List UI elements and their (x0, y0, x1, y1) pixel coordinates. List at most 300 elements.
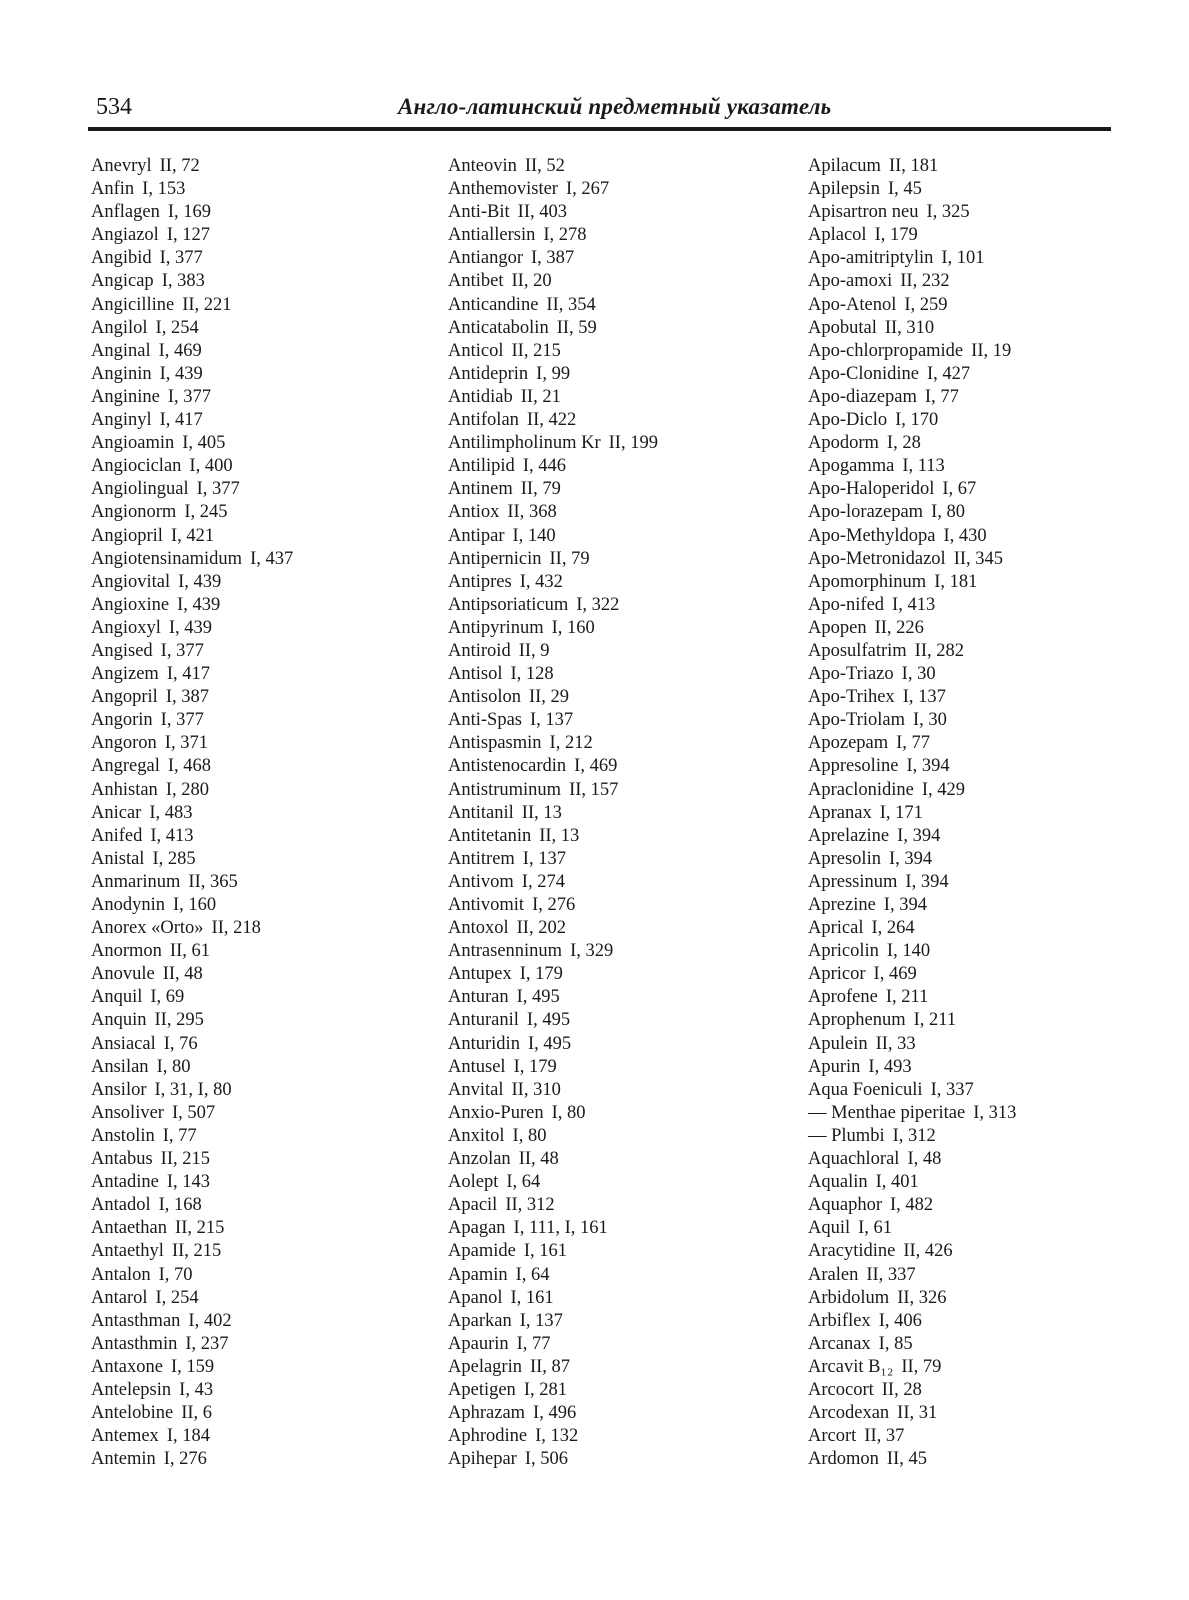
entry-reference: II, 199 (608, 433, 658, 454)
entry-term: Anmarinum (91, 871, 181, 892)
entry-term: Antilimpholinum Kr (448, 433, 601, 454)
entry-reference: I, 212 (549, 733, 593, 754)
entry-reference: I, 377 (196, 479, 240, 500)
index-entry (91, 732, 293, 755)
entry-reference: I, 111, I, 161 (513, 1218, 608, 1239)
entry-reference: I, 285 (152, 848, 196, 869)
index-entry (448, 1240, 658, 1263)
index-entry (808, 386, 1016, 409)
entry-term: Aposulfatrim (808, 640, 907, 661)
entry-reference: II, 312 (505, 1195, 555, 1216)
entry-term: Antidiab (448, 386, 513, 407)
entry-reference: II, 202 (516, 918, 566, 939)
index-entry (808, 1425, 1016, 1448)
entry-term: Apo-Clonidine (808, 363, 919, 384)
entry-term: Anticandine (448, 294, 539, 315)
index-entry (448, 963, 658, 986)
index-entry (448, 155, 658, 178)
entry-term: Apo-Triazo (808, 664, 894, 685)
entry-reference: I, 69 (150, 987, 185, 1008)
index-entry (448, 1171, 658, 1194)
entry-term: Anteovin (448, 156, 517, 176)
index-entry (808, 963, 1016, 986)
entry-reference: II, 48 (518, 1149, 559, 1170)
entry-reference: II, 310 (884, 317, 935, 338)
index-entry (448, 270, 658, 293)
index-column-1 (91, 155, 293, 1471)
entry-term: Anticatabolin (448, 317, 549, 338)
entry-term: Apo-Haloperidol (808, 479, 935, 500)
entry-term: Angiazol (91, 225, 159, 246)
entry-reference: II, 215 (171, 1241, 222, 1262)
index-entry (91, 340, 293, 363)
entry-reference: I, 280 (165, 779, 209, 800)
entry-reference: II, 426 (903, 1241, 953, 1262)
index-entry (808, 548, 1016, 571)
entry-reference: I, 506 (524, 1449, 569, 1470)
entry-term: Angiociclan (91, 456, 182, 477)
entry-term: Antideprin (448, 363, 529, 384)
entry-term: Antemex (91, 1426, 159, 1447)
entry-term: Aprelazine (808, 825, 890, 846)
entry-term: Antitetanin (448, 825, 532, 846)
index-entry (808, 802, 1016, 825)
entry-term: Antiallersin (448, 225, 536, 246)
entry-term: Apranax (808, 802, 872, 823)
entry-term: Arcocort (808, 1379, 874, 1400)
entry-term: Antasthman (91, 1310, 181, 1331)
entry-reference: II, 345 (953, 548, 1004, 569)
index-entry (448, 825, 658, 848)
entry-reference: I, 274 (521, 871, 565, 892)
index-entry (448, 1125, 658, 1148)
entry-reference: II, 295 (154, 1010, 204, 1031)
entry-term: Apamide (448, 1241, 516, 1262)
entry-term: Angionorm (91, 502, 177, 523)
index-entry (91, 247, 293, 270)
entry-reference: I, 413 (892, 594, 936, 615)
index-entry (448, 432, 658, 455)
index-entry (808, 825, 1016, 848)
entry-reference: I, 77 (162, 1125, 197, 1146)
index-entry (808, 1402, 1016, 1425)
entry-term: Angioxyl (91, 617, 161, 638)
entry-reference: II, 72 (159, 156, 200, 176)
index-entry (808, 986, 1016, 1009)
entry-reference: II, 181 (888, 156, 939, 176)
index-entry (448, 455, 658, 478)
index-entry (91, 1079, 293, 1102)
entry-reference: I, 387 (531, 248, 575, 269)
entry-term: Apo-amoxi (808, 271, 893, 292)
index-entry (91, 986, 293, 1009)
entry-reference: I, 439 (178, 571, 222, 592)
index-entry (91, 270, 293, 293)
index-entry (448, 1079, 658, 1102)
entry-term: Apamin (448, 1264, 508, 1285)
entry-term: Anfin (91, 179, 135, 200)
index-entry (808, 1310, 1016, 1333)
entry-term: Apo-Metronidazol (808, 548, 946, 569)
entry-reference: I, 377 (160, 710, 204, 731)
entry-reference: II, 365 (188, 871, 238, 892)
index-entry (448, 755, 658, 778)
entry-reference: I, 77 (924, 386, 959, 407)
index-entry (91, 1056, 293, 1079)
entry-term: Angiolingual (91, 479, 189, 500)
entry-term: Anodynin (91, 895, 165, 915)
index-entry (91, 617, 293, 640)
entry-reference: I, 76 (163, 1033, 198, 1054)
entry-reference: I, 237 (185, 1333, 229, 1354)
entry-reference: I, 394 (905, 871, 949, 892)
index-entry (808, 732, 1016, 755)
index-entry (91, 1379, 293, 1402)
entry-reference: II, 403 (517, 202, 567, 223)
entry-reference: II, 337 (866, 1264, 916, 1285)
entry-term: Apo-amitriptylin (808, 248, 934, 269)
entry-term: Antadine (91, 1172, 159, 1193)
index-entry (91, 1310, 293, 1333)
entry-reference: I, 469 (574, 756, 618, 777)
entry-reference: I, 437 (250, 548, 294, 569)
entry-reference: II, 19 (971, 340, 1012, 361)
index-entry (808, 155, 1016, 178)
entry-term: Apricolin (808, 941, 879, 962)
index-entry (808, 1079, 1016, 1102)
entry-reference: II, 215 (160, 1149, 210, 1170)
entry-reference: I, 413 (150, 825, 194, 846)
entry-term: Apurin (808, 1056, 861, 1077)
index-entry (808, 871, 1016, 894)
running-title: Англо-латинский предметный указатель (398, 94, 832, 119)
entry-term: Antibet (448, 271, 504, 292)
entry-term: Ansiacal (91, 1033, 156, 1054)
entry-reference: I, 30 (901, 664, 936, 685)
entry-reference: I, 394 (897, 825, 941, 846)
index-entry (91, 1264, 293, 1287)
entry-term: Anticol (448, 340, 504, 361)
index-entry (91, 825, 293, 848)
index-entry (808, 501, 1016, 524)
entry-reference: I, 245 (184, 502, 228, 523)
entry-reference: I, 43 (179, 1379, 214, 1400)
entry-term: — Plumbi (808, 1125, 885, 1146)
entry-reference: II, 28 (881, 1379, 922, 1400)
entry-reference: I, 160 (173, 895, 217, 915)
entry-reference: I, 421 (170, 525, 215, 546)
entry-term: Appresoline (808, 756, 899, 777)
entry-term: Anvital (448, 1079, 504, 1100)
index-entry (448, 663, 658, 686)
entry-reference: I, 337 (930, 1079, 974, 1100)
entry-reference: I, 278 (543, 225, 587, 246)
entry-reference: II, 20 (511, 271, 552, 292)
index-entry (91, 663, 293, 686)
header-rule (88, 127, 1111, 131)
entry-term: Anicar (91, 802, 142, 823)
entry-reference: II, 87 (529, 1356, 571, 1377)
entry-reference: II, 21 (520, 386, 561, 407)
entry-term: Aparkan (448, 1310, 512, 1331)
entry-reference: I, 170 (895, 410, 939, 431)
index-entry (91, 894, 293, 917)
entry-term: Antelobine (91, 1403, 174, 1424)
entry-reference: I, 483 (149, 802, 193, 823)
entry-reference: I, 181 (934, 571, 978, 592)
entry-reference: I, 325 (926, 202, 970, 223)
index-entry (448, 525, 658, 548)
entry-reference: I, 439 (168, 617, 213, 638)
index-entry (808, 640, 1016, 663)
entry-reference: I, 99 (536, 363, 571, 384)
entry-reference: I, 402 (188, 1310, 232, 1331)
entry-reference: II, 79 (549, 548, 590, 569)
entry-term: Anxio-Puren (448, 1102, 544, 1123)
entry-reference: I, 429 (921, 779, 965, 800)
index-entry (448, 1379, 658, 1402)
entry-term: — Menthae piperitae (808, 1102, 966, 1123)
entry-reference: I, 67 (942, 479, 977, 500)
index-entry (448, 317, 658, 340)
entry-term: Aphrazam (448, 1403, 526, 1424)
index-entry (808, 709, 1016, 732)
index-entry (448, 1448, 658, 1471)
entry-reference: I, 137 (522, 848, 566, 869)
index-entry (448, 478, 658, 501)
index-entry (91, 1425, 293, 1448)
entry-term: Arcodexan (808, 1403, 890, 1424)
index-entry (808, 478, 1016, 501)
entry-reference: I, 387 (165, 687, 209, 708)
entry-reference: II, 157 (569, 779, 619, 800)
index-entry (808, 1102, 1016, 1125)
entry-reference: I, 28 (886, 433, 921, 454)
entry-reference: II, 79 (520, 479, 561, 500)
entry-reference: I, 468 (167, 756, 212, 777)
entry-term: Angicilline (91, 294, 175, 315)
entry-reference: I, 276 (163, 1449, 207, 1470)
entry-term: Aquaphor (808, 1195, 882, 1216)
index-entry (91, 1240, 293, 1263)
index-entry (448, 178, 658, 201)
entry-term: Antiangor (448, 248, 524, 269)
index-entry (91, 779, 293, 802)
entry-term: Angiovital (91, 571, 171, 592)
index-entry (448, 363, 658, 386)
entry-term: Apraclonidine (808, 779, 914, 800)
index-entry (91, 571, 293, 594)
index-entry (808, 755, 1016, 778)
entry-reference: I, 137 (902, 687, 946, 708)
index-entry (91, 478, 293, 501)
entry-term: Apressinum (808, 871, 898, 892)
index-entry (808, 1333, 1016, 1356)
entry-term: Apricor (808, 964, 866, 985)
entry-term: Antabus (91, 1149, 153, 1170)
entry-reference: I, 371 (164, 733, 208, 754)
entry-term: Angopril (91, 687, 158, 708)
entry-reference: I, 427 (927, 363, 971, 384)
entry-reference: I, 446 (522, 456, 566, 477)
index-entry (91, 1171, 293, 1194)
entry-term: Aolept (448, 1172, 499, 1193)
entry-reference: I, 80 (551, 1102, 586, 1123)
entry-term: Antinem (448, 479, 513, 500)
index-entry (91, 386, 293, 409)
entry-reference: II, 215 (511, 340, 561, 361)
entry-term: Angorin (91, 710, 153, 731)
entry-reference: I, 80 (156, 1056, 191, 1077)
entry-term: Aquil (808, 1218, 851, 1239)
entry-reference: I, 137 (519, 1310, 563, 1331)
entry-reference: I, 128 (510, 664, 554, 685)
entry-term: Antipernicin (448, 548, 542, 569)
entry-reference: I, 64 (515, 1264, 550, 1285)
entry-reference: I, 31, I, 80 (154, 1079, 232, 1100)
index-entry (448, 1194, 658, 1217)
index-entry (91, 501, 293, 524)
entry-reference: I, 140 (886, 941, 931, 962)
index-entry (808, 1033, 1016, 1056)
entry-reference: I, 439 (159, 363, 203, 384)
entry-term: Aplacol (808, 225, 867, 246)
entry-reference: I, 432 (519, 571, 563, 592)
index-entry (808, 594, 1016, 617)
index-entry (448, 386, 658, 409)
index-entry (448, 848, 658, 871)
index-entry (448, 224, 658, 247)
entry-term: Apozepam (808, 733, 889, 754)
entry-reference: I, 281 (523, 1379, 567, 1400)
entry-term: Antupex (448, 964, 512, 985)
entry-term: Angicap (91, 271, 154, 292)
entry-reference: II, 52 (524, 156, 565, 176)
entry-term: Apetigen (448, 1379, 516, 1400)
entry-reference: I, 161 (510, 1287, 554, 1308)
entry-term: Apacil (448, 1195, 498, 1216)
entry-reference: II, 13 (539, 825, 580, 846)
index-entry (808, 1056, 1016, 1079)
index-entry (91, 1287, 293, 1310)
index-entry (91, 640, 293, 663)
index-entry (808, 1379, 1016, 1402)
index-entry (808, 432, 1016, 455)
index-entry (91, 963, 293, 986)
index-entry (91, 224, 293, 247)
index-entry (808, 917, 1016, 940)
entry-term: Angoron (91, 733, 157, 754)
entry-reference: I, 276 (532, 895, 576, 915)
entry-reference: I, 312 (892, 1125, 936, 1146)
index-entry (91, 1402, 293, 1425)
entry-term: Anginin (91, 363, 152, 384)
index-entry (808, 224, 1016, 247)
entry-term: Arbiflex (808, 1310, 871, 1331)
entry-term: Arcort (808, 1426, 857, 1447)
entry-reference: I, 377 (159, 248, 203, 269)
index-entry (91, 755, 293, 778)
index-entry (808, 455, 1016, 478)
entry-term: Antasthmin (91, 1333, 178, 1354)
index-entry (91, 1448, 293, 1471)
entry-reference: I, 179 (513, 1056, 557, 1077)
entry-reference: I, 439 (177, 594, 221, 615)
index-entry (808, 779, 1016, 802)
index-entry (91, 294, 293, 317)
entry-reference: I, 143 (166, 1172, 210, 1193)
entry-reference: I, 171 (879, 802, 923, 823)
index-entry (91, 848, 293, 871)
entry-reference: I, 127 (166, 225, 210, 246)
index-entry (808, 894, 1016, 917)
index-entry (91, 1194, 293, 1217)
index-entry (91, 1356, 293, 1379)
index-entry (448, 548, 658, 571)
entry-reference: I, 70 (158, 1264, 193, 1285)
index-entry (808, 1217, 1016, 1240)
entry-reference: II, 232 (900, 271, 950, 292)
index-entry (448, 1333, 658, 1356)
entry-term: Aquachloral (808, 1149, 900, 1170)
index-entry (91, 317, 293, 340)
entry-term: Anflagen (91, 202, 160, 223)
index-entry (91, 1125, 293, 1148)
index-entry (91, 917, 293, 940)
index-column-3 (808, 155, 1016, 1471)
entry-term: Angised (91, 640, 153, 661)
index-entry (448, 1056, 658, 1079)
entry-reference: I, 132 (535, 1426, 579, 1447)
entry-reference: II, 215 (175, 1218, 225, 1239)
entry-term: Aphrodine (448, 1426, 528, 1447)
entry-term: Ansilan (91, 1056, 149, 1077)
entry-term: Anginine (91, 386, 160, 407)
index-entry (91, 363, 293, 386)
entry-reference: I, 264 (871, 918, 915, 939)
entry-term: Antitanil (448, 802, 514, 823)
entry-reference: I, 400 (189, 456, 233, 477)
entry-term: Arbidolum (808, 1287, 890, 1308)
index-column-2 (448, 155, 658, 1471)
entry-term: Anturanil (448, 1010, 519, 1031)
entry-term: Anorex «Orto» (91, 918, 204, 939)
index-entry (808, 1240, 1016, 1263)
entry-term: Anginal (91, 340, 151, 361)
index-entry (448, 779, 658, 802)
entry-term: Angioxine (91, 594, 170, 615)
entry-term: Angiopril (91, 525, 163, 546)
index-entry (91, 201, 293, 224)
index-entry (448, 1287, 658, 1310)
index-entry (448, 686, 658, 709)
index-entry (808, 178, 1016, 201)
index-entry (448, 201, 658, 224)
entry-term: Antalon (91, 1264, 151, 1285)
entry-term: Antivom (448, 871, 514, 892)
entry-reference: I, 329 (570, 941, 614, 962)
entry-reference: I, 113 (902, 456, 945, 477)
entry-term: Antaethyl (91, 1241, 164, 1262)
entry-reference: I, 179 (874, 225, 918, 246)
index-entry (808, 363, 1016, 386)
entry-term: Antadol (91, 1195, 151, 1216)
index-entry (448, 617, 658, 640)
entry-term: Antiox (448, 502, 500, 523)
entry-term: Apogamma (808, 456, 895, 477)
index-entry (448, 340, 658, 363)
index-entry (91, 940, 293, 963)
